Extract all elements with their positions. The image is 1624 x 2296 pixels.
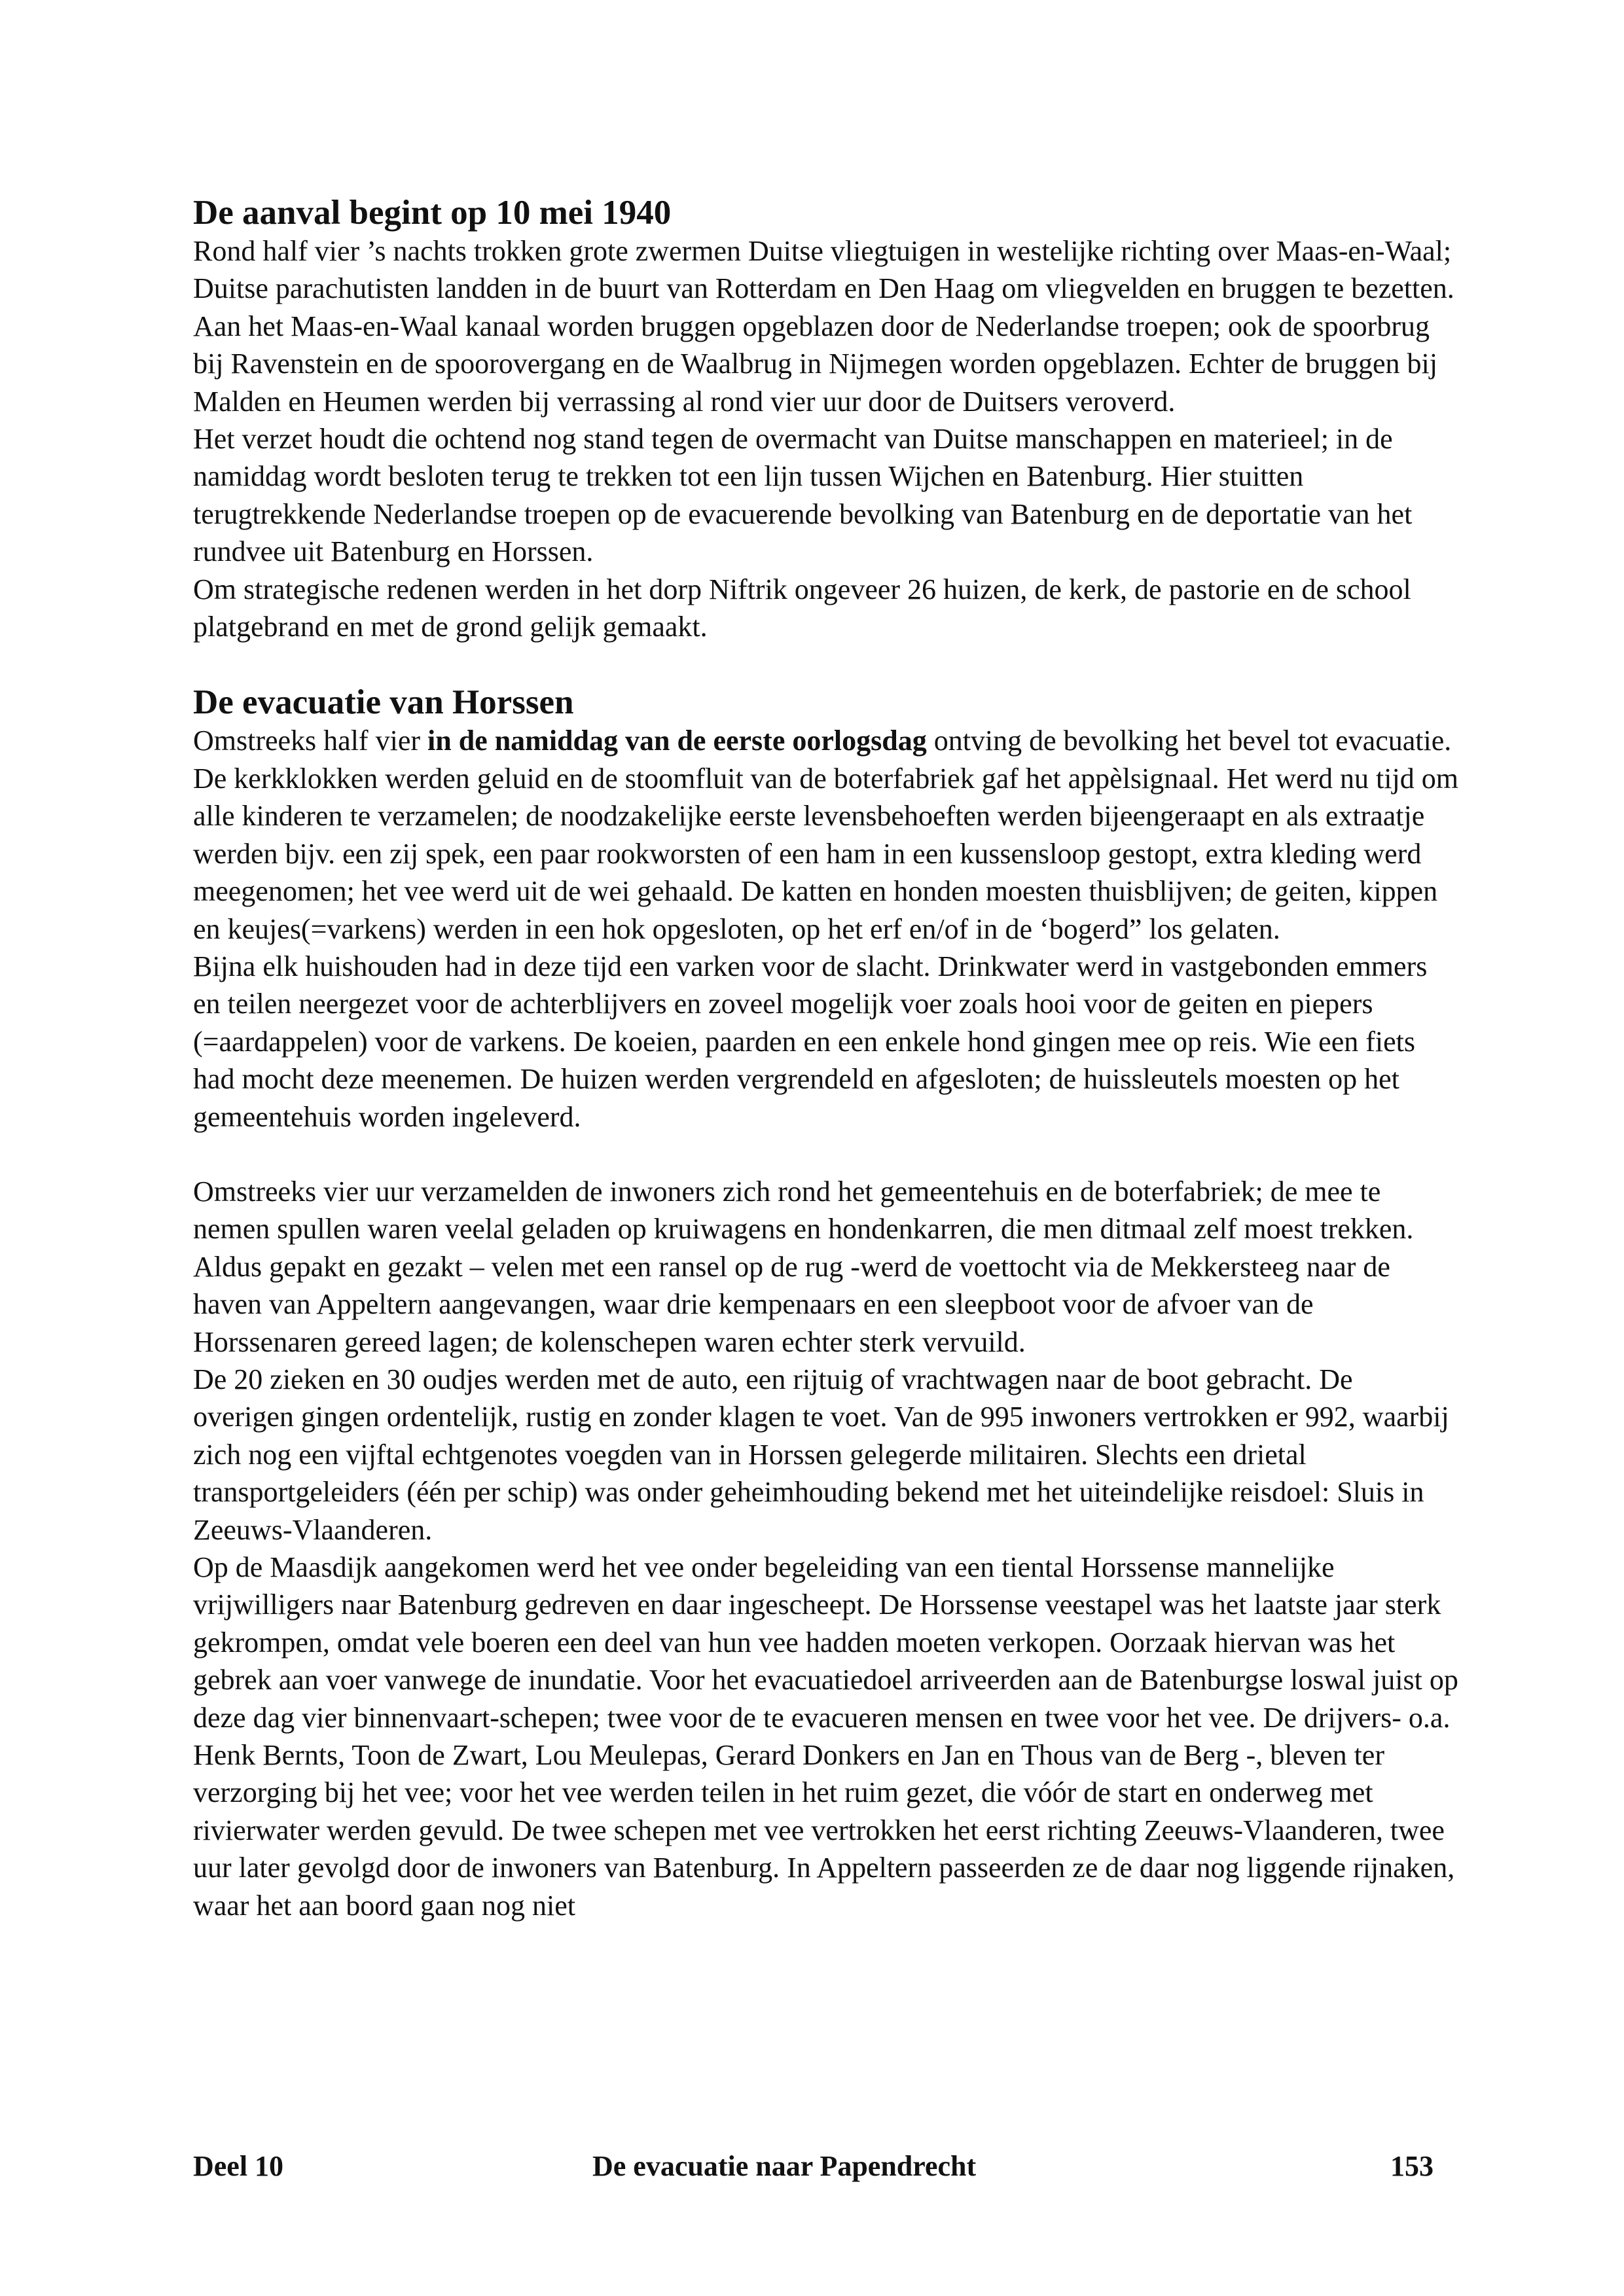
section-spacer	[193, 645, 1460, 683]
paragraph: Aan het Maas-en-Waal kanaal worden bruggen opgeblazen door de Nederlandse troepen; ook de spoorbrug bij Ravenstein en de spoorovergang en de Waalbrug in Nijmegen worden opgeblazen. Echter de bruggen bij Malden en Heumen werden bij verrassing al rond vier uur door de Duitsers veroverd.	[193, 310, 1437, 418]
document-page	[193, 193, 1460, 1924]
paragraph-text: Omstreeks half vier	[193, 725, 427, 757]
paragraph: De 20 zieken en 30 oudjes werden met de auto, een rijtuig of vrachtwagen naar de boot gebracht. De overigen gingen ordentelijk, rustig en zonder klagen te voet. Van de 995 inwoners vertrokken er 992, waarbij zich nog een vijftal echtgenotes voegden van in Horssen gelegerde militairen. Slechts een drietal transportgeleiders (één per schip) was onder geheimhouding bekend met het uiteindelijke reisdoel: Sluis in Zeeuws-Vlaanderen.	[193, 1363, 1449, 1546]
page-footer	[193, 2147, 1434, 2186]
section-aanval	[193, 193, 1460, 645]
paragraph-text: ontving de bevolking het bevel tot evacuatie. De kerkklokken werden geluid en de stoomfluit van de boterfabriek gaf het appèlsignaal. Het werd nu tijd om alle kinderen te verzamelen; de noodzakelijke eerste levensbehoeften werden bijeengeraapt en als extraatje werden bijv. een zij spek, een paar rookworsten of een ham in een kussensloop gestopt, extra kleding werd meegenomen; het vee werd uit de wei gehaald. De katten en honden moesten thuisblijven; de geiten, kippen en keujes(=varkens) werden in een hok opgesloten, op het erf en/of in de ‘bogerd” los gelaten.	[193, 725, 1458, 945]
paragraph: Bijna elk huishouden had in deze tijd een varken voor de slacht. Drinkwater werd in vastgebonden emmers en teilen neergezet voor de achterblijvers en zoveel mogelijk voer zoals hooi voor de geiten en piepers (=aardappelen) voor de varkens. De koeien, paarden en een enkele hond gingen mee op reis. Wie een fiets had mocht deze meenemen. De huizen werden vergrendeld en afgesloten; de huissleutels moesten op het gemeentehuis worden ingeleverd.	[193, 950, 1428, 1133]
paragraph: Om strategische redenen werden in het dorp Niftrik ongeveer 26 huizen, de kerk, de pastorie en de school platgebrand en met de grond gelijk gemaakt.	[193, 573, 1411, 643]
footer-page-number: 153	[1390, 2150, 1434, 2182]
paragraph: Op de Maasdijk aangekomen werd het vee onder begeleiding van een tiental Horssense mannelijke vrijwilligers naar Batenburg gedreven en daar ingescheept. De Horssense veestapel was het laatste jaar sterk gekrompen, omdat vele boeren een deel van hun vee hadden moeten verkopen. Oorzaak hiervan was het gebrek aan voer vanwege de inundatie. Voor het evacuatiedoel arriveerden aan de Batenburgse loswal juist op deze dag vier binnenvaart-schepen; twee voor de te evacueren mensen en twee voor het vee. De drijvers- o.a. Henk Bernts, Toon de Zwart, Lou Meulepas, Gerard Donkers en Jan en Thous van de Berg -, bleven ter verzorging bij het vee; voor het vee werden teilen in het ruim gezet, die vóór de start en onderweg met rivierwater werden gevuld. De twee schepen met vee vertrokken het eerst richting Zeeuws-Vlaanderen, twee uur later gevolgd door de inwoners van Batenburg. In Appeltern passeerden ze de daar nog liggende rijnaken, waar het aan boord gaan nog niet	[193, 1551, 1458, 1922]
footer-chapter-title: De evacuatie naar Papendrecht	[592, 2150, 977, 2182]
bold-phrase: in de namiddag van de eerste oorlogsdag	[427, 725, 927, 757]
paragraph: Omstreeks vier uur verzamelden de inwoners zich rond het gemeentehuis en de boterfabriek; de mee te nemen spullen waren veelal geladen op kruiwagens en hondenkarren, die men ditmaal zelf moest trekken. Aldus gepakt en gezakt – velen met een ransel op de rug -werd de voettocht via de Mekkersteeg naar de haven van Appeltern aangevangen, waar drie kempenaars en een sleepboot voor de afvoer van de Horssenaren gereed lagen; de kolenschepen waren echter sterk vervuild.	[193, 1175, 1414, 1358]
paragraph: Rond half vier ’s nachts trokken grote zwermen Duitse vliegtuigen in westelijke richting over Maas-en-Waal; Duitse parachutisten landden in de buurt van Rotterdam en Den Haag om vliegvelden en bruggen te bezetten.	[193, 235, 1454, 305]
paragraph-spacer	[193, 1136, 1460, 1173]
footer-part-label: Deel 10	[193, 2150, 284, 2182]
paragraph	[193, 722, 1460, 947]
section-heading: De evacuatie van Horssen	[193, 683, 574, 722]
section-heading: De aanval begint op 10 mei 1940	[193, 194, 672, 232]
paragraph: Het verzet houdt die ochtend nog stand tegen de overmacht van Duitse manschappen en materieel; in de namiddag wordt besloten terug te trekken tot een lijn tussen Wijchen en Batenburg. Hier stuitten terugtrekkende Nederlandse troepen op de evacuerende bevolking van Batenburg en de deportatie van het rundvee uit Batenburg en Horssen.	[193, 423, 1413, 568]
section-evacuatie	[193, 683, 1460, 1924]
